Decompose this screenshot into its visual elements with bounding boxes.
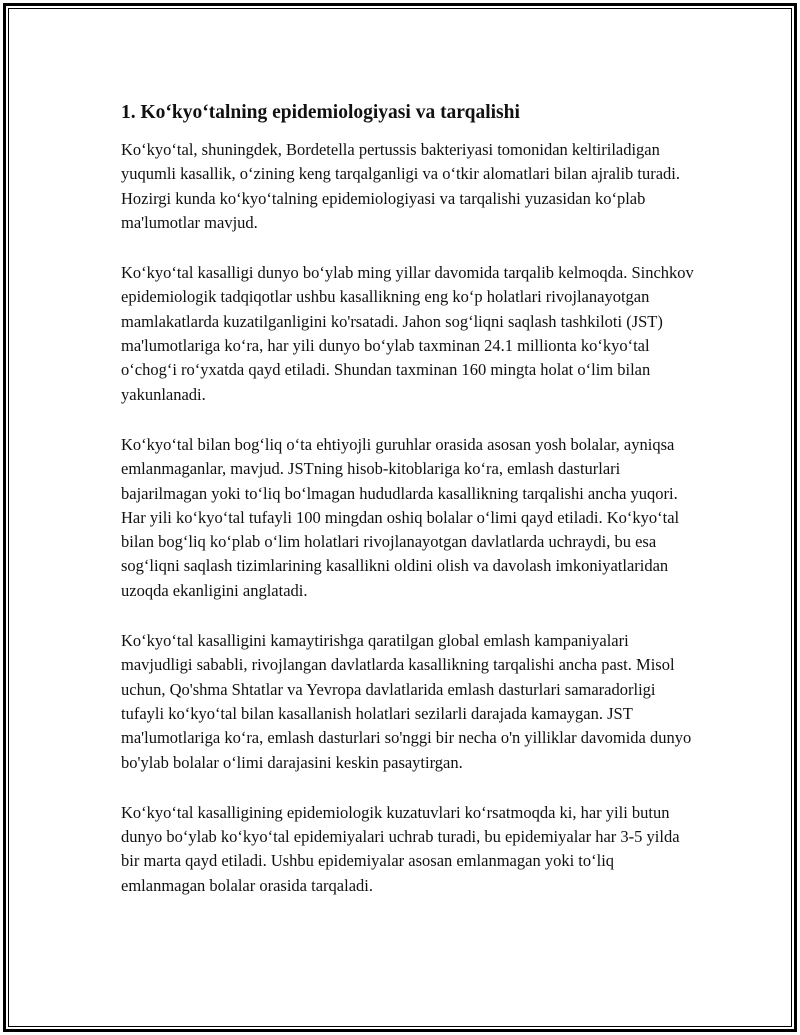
document-body — [121, 100, 696, 898]
page-frame — [3, 3, 797, 1032]
paragraph-2: Ko‘kyo‘tal kasalligi dunyo bo‘ylab ming yillar davomida tarqalib kelmoqda. Sinchkov epidemiologik tadqiqotlar ushbu kasallikning eng ko‘p holatlari rivojlanayotgan mamlakatlarda kuzatilganligini ko'rsatadi. Jahon sog‘liqni saqlash tashkiloti (JST) ma'lumotlariga ko‘ra, har yili dunyo bo‘ylab taxminan 24.1 millionta ko‘kyo‘tal o‘chog‘i ro‘yxatda qayd etiladi. Shundan taxminan 160 mingta holat o‘lim bilan yakunlanadi. — [121, 263, 694, 404]
paragraph-3: Ko‘kyo‘tal bilan bog‘liq o‘ta ehtiyojli guruhlar orasida asosan yosh bolalar, ayniqsa emlanmaganlar, mavjud. JSTning hisob-kitoblariga ko‘ra, emlash dasturlari bajarilmagan yoki to‘liq bo‘lmagan hududlarda kasallikning tarqalishi ancha yuqori. Har yili ko‘kyo‘tal tufayli 100 mingdan oshiq bolalar o‘limi qayd etiladi. Ko‘kyo‘tal bilan bog‘liq ko‘plab o‘lim holatlari rivojlanayotgan davlatlarda uchraydi, bu esa sog‘liqni saqlash tizimlarining kasallikni oldini olish va davolash imkoniyatlaridan uzoqda ekanligini anglatadi. — [121, 434, 680, 600]
paragraph-4: Ko‘kyo‘tal kasalligini kamaytirishga qaratilgan global emlash kampaniyalari mavjudligi sababli, rivojlangan davlatlarda kasallikning tarqalishi ancha past. Misol uchun, Qo'shma Shtatlar va Yevropa davlatlarida emlash dasturlari samaradorligi tufayli ko‘kyo‘tal bilan kasallanish holatlari sezilarli darajada kamaygan. JST ma'lumotlariga ko‘ra, emlash dasturlari so'nggi bir necha o'n yilliklar davomida dunyo bo'ylab bolalar o‘limi darajasini keskin pasaytirgan. — [121, 631, 692, 772]
paragraph-5: Ko‘kyo‘tal kasalligining epidemiologik kuzatuvlari ko‘rsatmoqda ki, har yili butun dunyo bo‘ylab ko‘kyo‘tal epidemiyalari uchrab turadi, bu epidemiyalar har 3-5 yilda bir marta qayd etiladi. Ushbu epidemiyalar asosan emlanmagan yoki to‘liq emlanmagan bolalar orasida tarqaladi. — [121, 802, 680, 895]
section-heading: 1. Ko‘kyo‘talning epidemiologiyasi va tarqalishi — [121, 102, 520, 123]
paragraph-1: Ko‘kyo‘tal, shuningdek, Bordetella pertussis bakteriyasi tomonidan keltiriladigan yuqumli kasallik, o‘zining keng tarqalganligi va o‘tkir alomatlari bilan ajralib turadi. Hozirgi kunda ko‘kyo‘talning epidemiologiyasi va tarqalishi yuzasidan ko‘plab ma'lumotlar mavjud. — [121, 140, 681, 232]
